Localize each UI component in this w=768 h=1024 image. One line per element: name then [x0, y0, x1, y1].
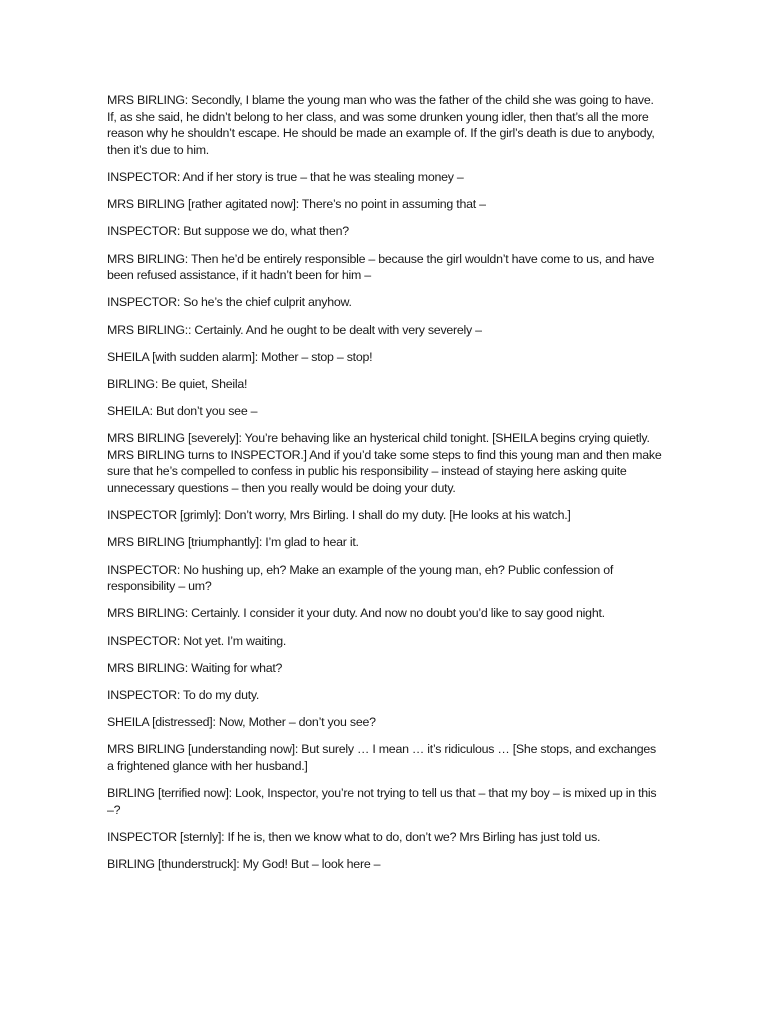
dialogue-line: SHEILA [with sudden alarm]: Mother – stop – stop! [107, 349, 373, 364]
dialogue-line: MRS BIRLING [rather agitated now]: There’s no point in assuming that – [107, 197, 486, 212]
dialogue-line: MRS BIRLING: Then he’d be entirely responsible – because the girl wouldn’t have come to us, and have been refused assistance, if it hadn’t been for him – [107, 251, 655, 283]
dialogue-line: INSPECTOR: To do my duty. [107, 687, 260, 702]
dialogue-line: INSPECTOR: So he’s the chief culprit anyhow. [107, 295, 352, 310]
dialogue-line: MRS BIRLING [understanding now]: But surely … I mean … it’s ridiculous … [She stops, and exchanges a frightened glance with her husband.] [107, 742, 656, 773]
script-page [107, 92, 663, 883]
dialogue-line: MRS BIRLING: Certainly. I consider it your duty. And now no doubt you’d like to say good night. [107, 606, 605, 621]
dialogue-line: SHEILA: But don’t you see – [107, 404, 258, 419]
dialogue-line: INSPECTOR [sternly]: If he is, then we know what to do, don’t we? Mrs Birling has just told us. [107, 829, 601, 844]
dialogue-line: MRS BIRLING [severely]: You’re behaving like an hysterical child tonight. [SHEILA begins crying quietly. MRS BIRLING turns to INSPECTOR.] And if you’d take some steps to find this young man and then make sure that he’s compelled to confess in public his responsibility – instead of staying here asking quite unnecessary questions – then you really would be doing your duty. [107, 431, 662, 496]
dialogue-line: INSPECTOR: But suppose we do, what then? [107, 224, 349, 239]
dialogue-line: INSPECTOR [grimly]: Don’t worry, Mrs Birling. I shall do my duty. [He looks at his watch.] [107, 508, 571, 523]
dialogue-line: INSPECTOR: Not yet. I’m waiting. [107, 633, 287, 648]
dialogue-line: MRS BIRLING [triumphantly]: I’m glad to hear it. [107, 535, 359, 550]
dialogue-line: MRS BIRLING: Waiting for what? [107, 660, 283, 675]
dialogue-line: MRS BIRLING: Secondly, I blame the young man who was the father of the child she was going to have. If, as she said, he didn’t belong to her class, and was some drunken young idler, then that’s all the more reason why he shouldn’t escape. He should be made an example of. If the girl’s death is due to anybody, then it’s due to him. [107, 93, 655, 157]
dialogue-line: INSPECTOR: And if her story is true – that he was stealing money – [107, 169, 464, 184]
dialogue-line: BIRLING [terrified now]: Look, Inspector, you’re not trying to tell us that – that my boy – is mixed up in this –? [107, 786, 657, 817]
dialogue-line: SHEILA [distressed]: Now, Mother – don’t you see? [107, 715, 376, 730]
dialogue-line: BIRLING [thunderstruck]: My God! But – look here – [107, 857, 381, 872]
dialogue-line: MRS BIRLING:: Certainly. And he ought to be dealt with very severely – [107, 322, 482, 337]
dialogue-line: INSPECTOR: No hushing up, eh? Make an example of the young man, eh? Public confession of responsibility – um? [107, 562, 614, 594]
dialogue-line: BIRLING: Be quiet, Sheila! [107, 376, 248, 391]
